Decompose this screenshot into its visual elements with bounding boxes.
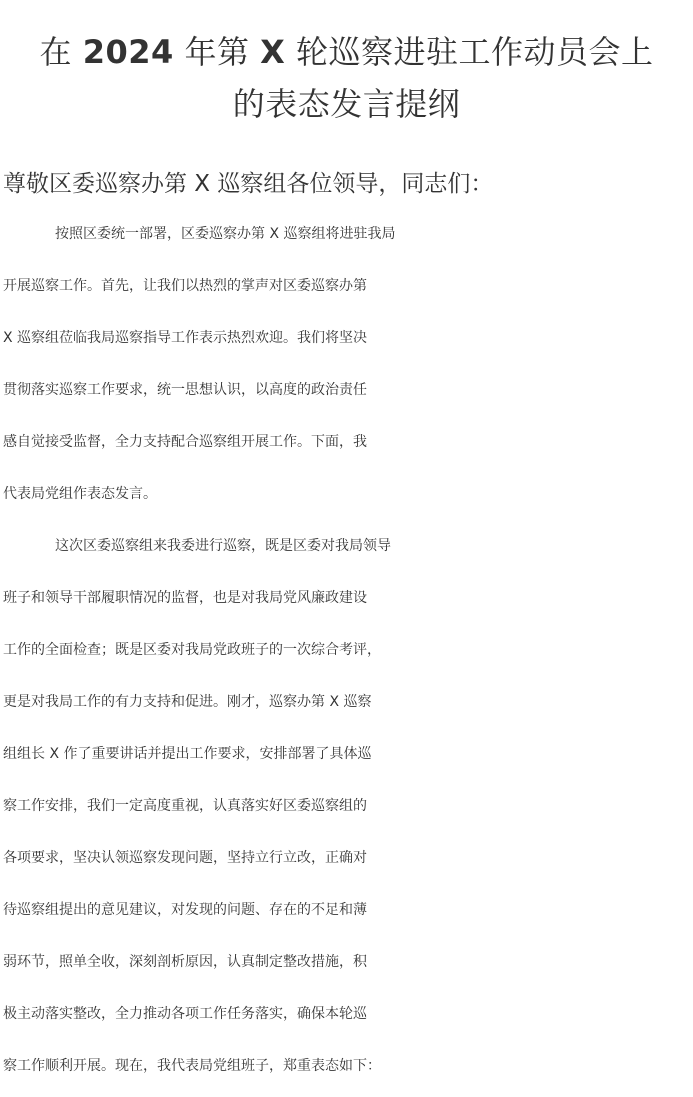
- paragraph-line: 代表局党组作表态发言。: [3, 486, 157, 502]
- paragraph-line: 这次区委巡察组来我委进行巡察，既是区委对我局领导: [55, 538, 391, 554]
- paragraph-line: X 巡察组莅临我局巡察指导工作表示热烈欢迎。我们将坚决: [3, 330, 368, 346]
- paragraph-1: [3, 208, 693, 520]
- title-line-2: 的表态发言提纲: [232, 85, 461, 123]
- paragraph-line: 更是对我局工作的有力支持和促进。刚才，巡察办第 X 巡察: [3, 694, 372, 710]
- paragraph-2: [3, 520, 693, 1092]
- title-part: 轮巡察进驻工作动员会上: [285, 33, 654, 71]
- paragraph-line: 贯彻落实巡察工作要求，统一思想认识，以高度的政治责任: [3, 382, 367, 398]
- paragraph-line: 工作的全面检查；既是区委对我局党政班子的一次综合考评，: [3, 642, 381, 658]
- paragraph-line: 待巡察组提出的意见建议，对发现的问题、存在的不足和薄: [3, 902, 367, 918]
- paragraph-line: 察工作安排，我们一定高度重视，认真落实好区委巡察组的: [3, 798, 367, 814]
- paragraph-line: 感自觉接受监督，全力支持配合巡察组开展工作。下面，我: [3, 434, 367, 450]
- paragraph-line: 按照区委统一部署，区委巡察办第 X 巡察组将进驻我局: [55, 226, 396, 242]
- paragraph-line: 各项要求，坚决认领巡察发现问题，坚持立行立改，正确对: [3, 850, 367, 866]
- paragraph-line: 弱环节，照单全收，深刻剖析原因，认真制定整改措施，积: [3, 954, 367, 970]
- document-title: [0, 26, 693, 130]
- title-year: 2024: [82, 33, 174, 71]
- paragraph-line: 察工作顺利开展。现在，我代表局党组班子，郑重表态如下：: [3, 1058, 381, 1074]
- title-line-1: [0, 26, 693, 78]
- title-part: 年第: [173, 33, 261, 71]
- title-part: 在: [39, 33, 83, 71]
- paragraph-line: 组组长 X 作了重要讲话并提出工作要求，安排部署了具体巡: [3, 746, 372, 762]
- paragraph-line: 开展巡察工作。首先，让我们以热烈的掌声对区委巡察办第: [3, 278, 367, 294]
- paragraph-line: 班子和领导干部履职情况的监督，也是对我局党风廉政建设: [3, 590, 367, 606]
- paragraph-line: 极主动落实整改，全力推动各项工作任务落实，确保本轮巡: [3, 1006, 367, 1022]
- title-round: X: [260, 33, 286, 71]
- salutation: 尊敬区委巡察办第 X 巡察组各位领导，同志们：: [3, 171, 494, 197]
